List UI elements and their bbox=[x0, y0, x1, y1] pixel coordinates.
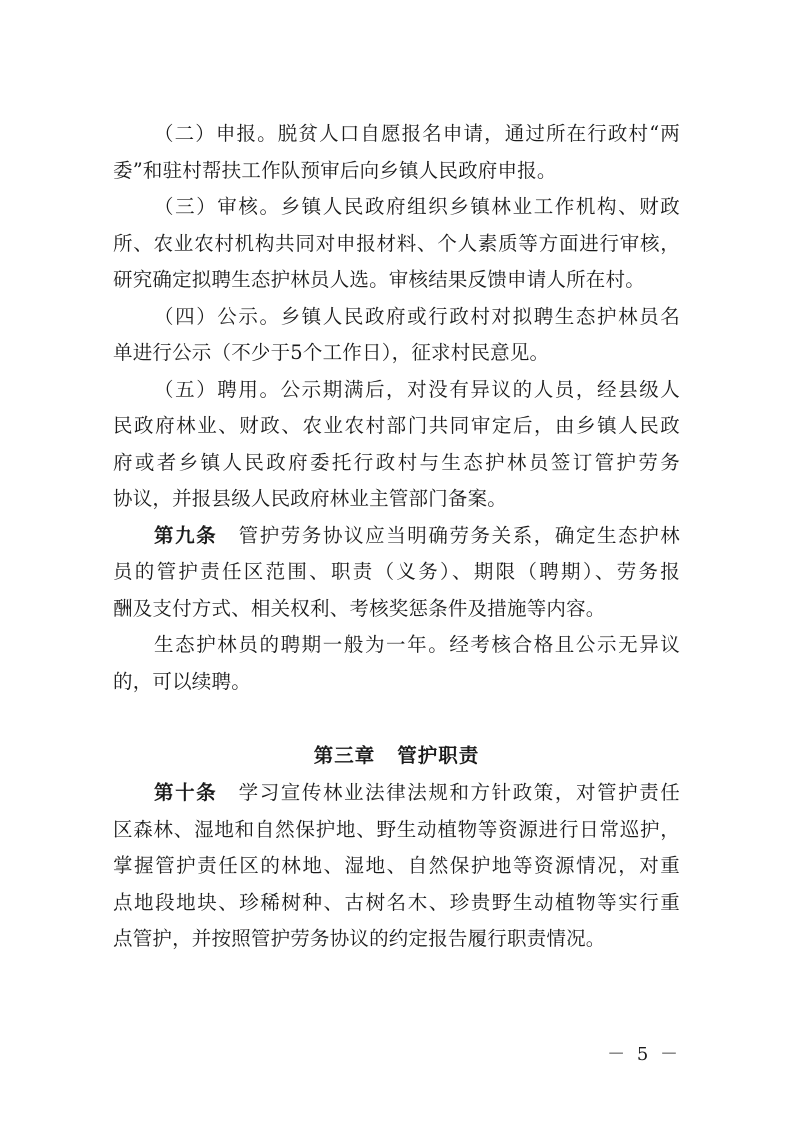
paragraph-term bbox=[113, 627, 680, 700]
text-line: （二）申报。脱贫人口自愿报名申请，通过所在行政村“两 bbox=[154, 122, 680, 145]
text-line: 点管护，并按照管护劳务协议的约定报告履行职责情况。 bbox=[113, 927, 606, 950]
chapter-number: 第三章 bbox=[313, 744, 376, 767]
section-gap bbox=[113, 700, 680, 737]
chapter-title: 管护职责 bbox=[397, 744, 480, 767]
text-line bbox=[113, 518, 680, 555]
text-line: 协议，并报县级人民政府林业主管部门备案。 bbox=[113, 487, 508, 510]
text-line: 民政府林业、财政、农业农村部门共同审定后，由乡镇人民政 bbox=[113, 414, 680, 437]
article-text: 学习宣传林业法律法规和方针政策，对管护责任 bbox=[237, 781, 680, 804]
text-line: 点地段地块、珍稀树种、古树名木、珍贵野生动植物等实行重 bbox=[113, 890, 680, 914]
article-label: 第十条 bbox=[154, 781, 218, 804]
chapter-heading bbox=[113, 737, 680, 775]
text-line: （三）审核。乡镇人民政府组织乡镇林业工作机构、财政 bbox=[154, 195, 680, 218]
text-line: 府或者乡镇人民政府委托行政村与生态护林员签订管护劳务 bbox=[113, 450, 680, 474]
text-line: （四）公示。乡镇人民政府或行政村对拟聘生态护林员名 bbox=[154, 304, 680, 328]
article-nine bbox=[113, 518, 680, 628]
text-line bbox=[113, 775, 680, 812]
paragraph-publicity bbox=[113, 299, 680, 372]
text-line: 研究确定拟聘生态护林员人选。审核结果反馈申请人所在村。 bbox=[113, 268, 645, 291]
text-line: 区森林、湿地和自然保护地、野生动植物等资源进行日常巡护， bbox=[113, 817, 680, 841]
text-line: 酬及支付方式、相关权利、考核奖惩条件及措施等内容。 bbox=[113, 596, 606, 620]
paragraph-employment bbox=[113, 372, 680, 518]
document-body bbox=[113, 116, 680, 958]
text-line: 单进行公示（不少于5个工作日），征求村民意见。 bbox=[113, 341, 550, 364]
text-line: 所、农业农村机构共同对申报材料、个人素质等方面进行审核， bbox=[113, 231, 680, 255]
text-line: 员的管护责任区范围、职责（义务）、期限（聘期）、劳务报 bbox=[113, 560, 680, 583]
paragraph-review bbox=[113, 189, 680, 299]
article-text: 管护劳务协议应当明确劳务关系，确定生态护林 bbox=[237, 523, 680, 547]
paragraph-declaration bbox=[113, 116, 680, 189]
text-line: 的，可以续聘。 bbox=[113, 669, 251, 693]
article-ten bbox=[113, 775, 680, 958]
text-line: 生态护林员的聘期一般为一年。经考核合格且公示无异议 bbox=[154, 633, 680, 656]
page-number: － 5 － bbox=[607, 1044, 681, 1065]
text-line: （五）聘用。公示期满后，对没有异议的人员，经县级人 bbox=[154, 377, 680, 401]
text-line: 委”和驻村帮扶工作队预审后向乡镇人民政府申报。 bbox=[113, 158, 557, 182]
text-line: 掌握管护责任区的林地、湿地、自然保护地等资源情况，对重 bbox=[113, 854, 680, 877]
article-label: 第九条 bbox=[154, 523, 218, 547]
